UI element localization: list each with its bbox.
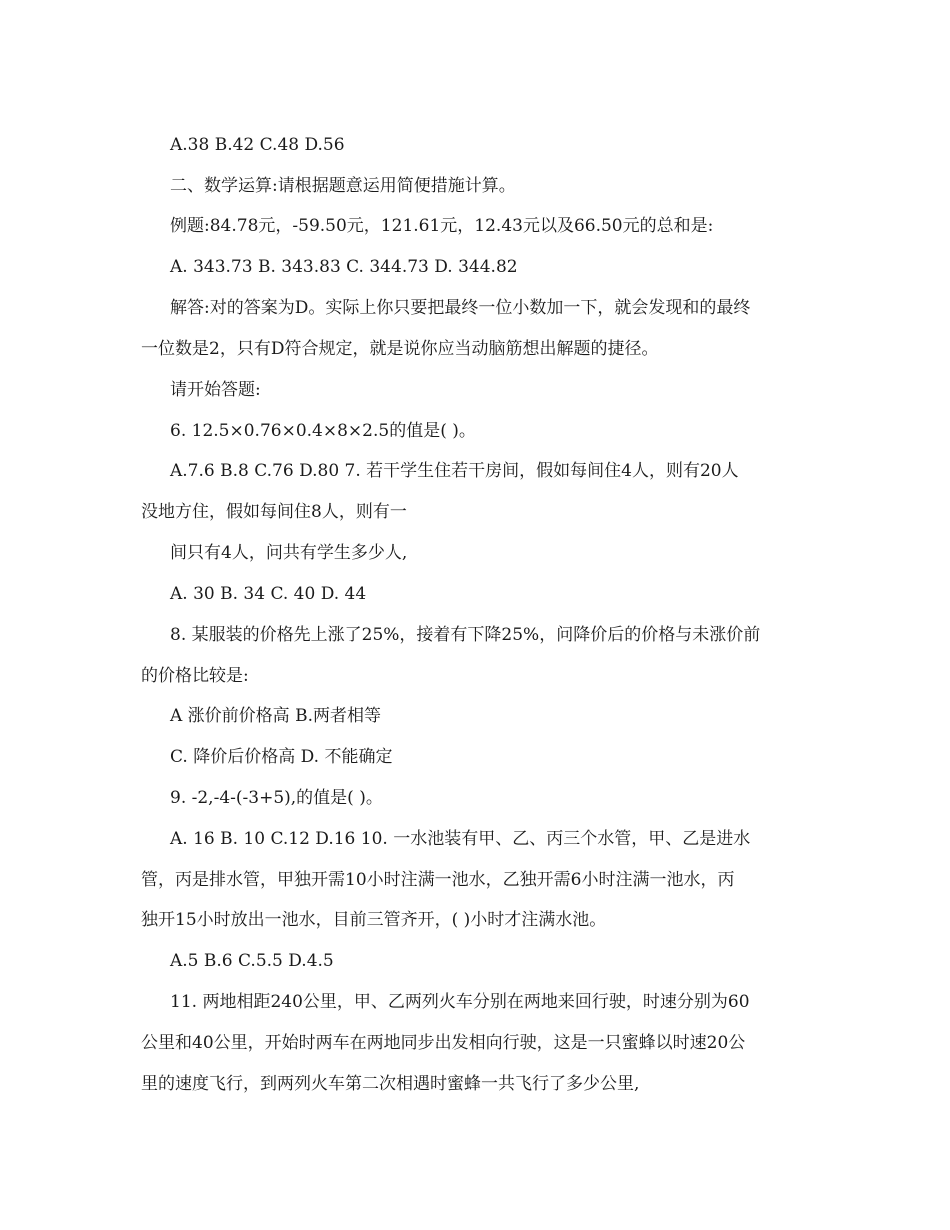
question-8-line-2: 的价格比较是: (141, 666, 249, 686)
question-7-line-3: 间只有4人，问共有学生多少人, (170, 543, 408, 563)
question-11-line-3: 里的速度飞行，到两列火车第二次相遇时蜜蜂一共飞行了多少公里, (141, 1074, 640, 1094)
options-line-q5: A.38 B.42 C.48 D.56 (170, 135, 345, 155)
example-question: 例题:84.78元，-59.50元，121.61元，12.43元以及66.50元的总和是: (170, 216, 714, 236)
question-9: 9. -2,-4-(-3+5),的值是( )。 (170, 788, 383, 808)
example-answer-line-2: 一位数是2，只有D符合规定，就是说你应当动脑筋想出解题的捷径。 (141, 339, 659, 359)
question-10-line-2: 管，丙是排水管，甲独开需10小时注满一池水，乙独开需6小时注满一池水，丙 (141, 870, 735, 890)
question-11-line-2: 公里和40公里，开始时两车在两地同步出发相向行驶，这是一只蜜蜂以时速20公 (141, 1033, 746, 1053)
start-instruction: 请开始答题: (170, 380, 261, 400)
example-options: A. 343.73 B. 343.83 C. 344.73 D. 344.82 (170, 257, 518, 277)
question-11-line-1: 11. 两地相距240公里，甲、乙两列火车分别在两地来回行驶，时速分别为60 (170, 992, 750, 1012)
question-8-line-1: 8. 某服装的价格先上涨了25%，接着有下降25%，问降价后的价格与未涨价前 (170, 625, 761, 645)
question-10-line-3: 独开15小时放出一池水，目前三管齐开，( )小时才注满水池。 (141, 910, 607, 930)
q7-options: A. 30 B. 34 C. 40 D. 44 (170, 584, 367, 604)
q9-options-q10-line-1: A. 16 B. 10 C.12 D.16 10. 一水池装有甲、乙、丙三个水管，甲、乙是进水 (170, 829, 751, 849)
q6-options-q7-line-1: A.7.6 B.8 C.76 D.80 7. 若干学生住若干房间，假如每间住4人，则有20人 (170, 461, 739, 481)
question-6: 6. 12.5×0.76×0.4×8×2.5的值是( )。 (170, 421, 476, 441)
example-answer-line-1: 解答:对的答案为D。实际上你只要把最终一位小数加一下，就会发现和的最终 (170, 298, 751, 318)
q8-options-line-2: C. 降价后价格高 D. 不能确定 (170, 747, 393, 767)
q8-options-line-1: A 涨价前价格高 B.两者相等 (170, 706, 381, 726)
section-heading-math: 二、数学运算:请根据题意运用简便措施计算。 (170, 176, 516, 196)
q10-options: A.5 B.6 C.5.5 D.4.5 (170, 951, 334, 971)
question-7-line-2: 没地方住，假如每间住8人，则有一 (141, 502, 407, 522)
